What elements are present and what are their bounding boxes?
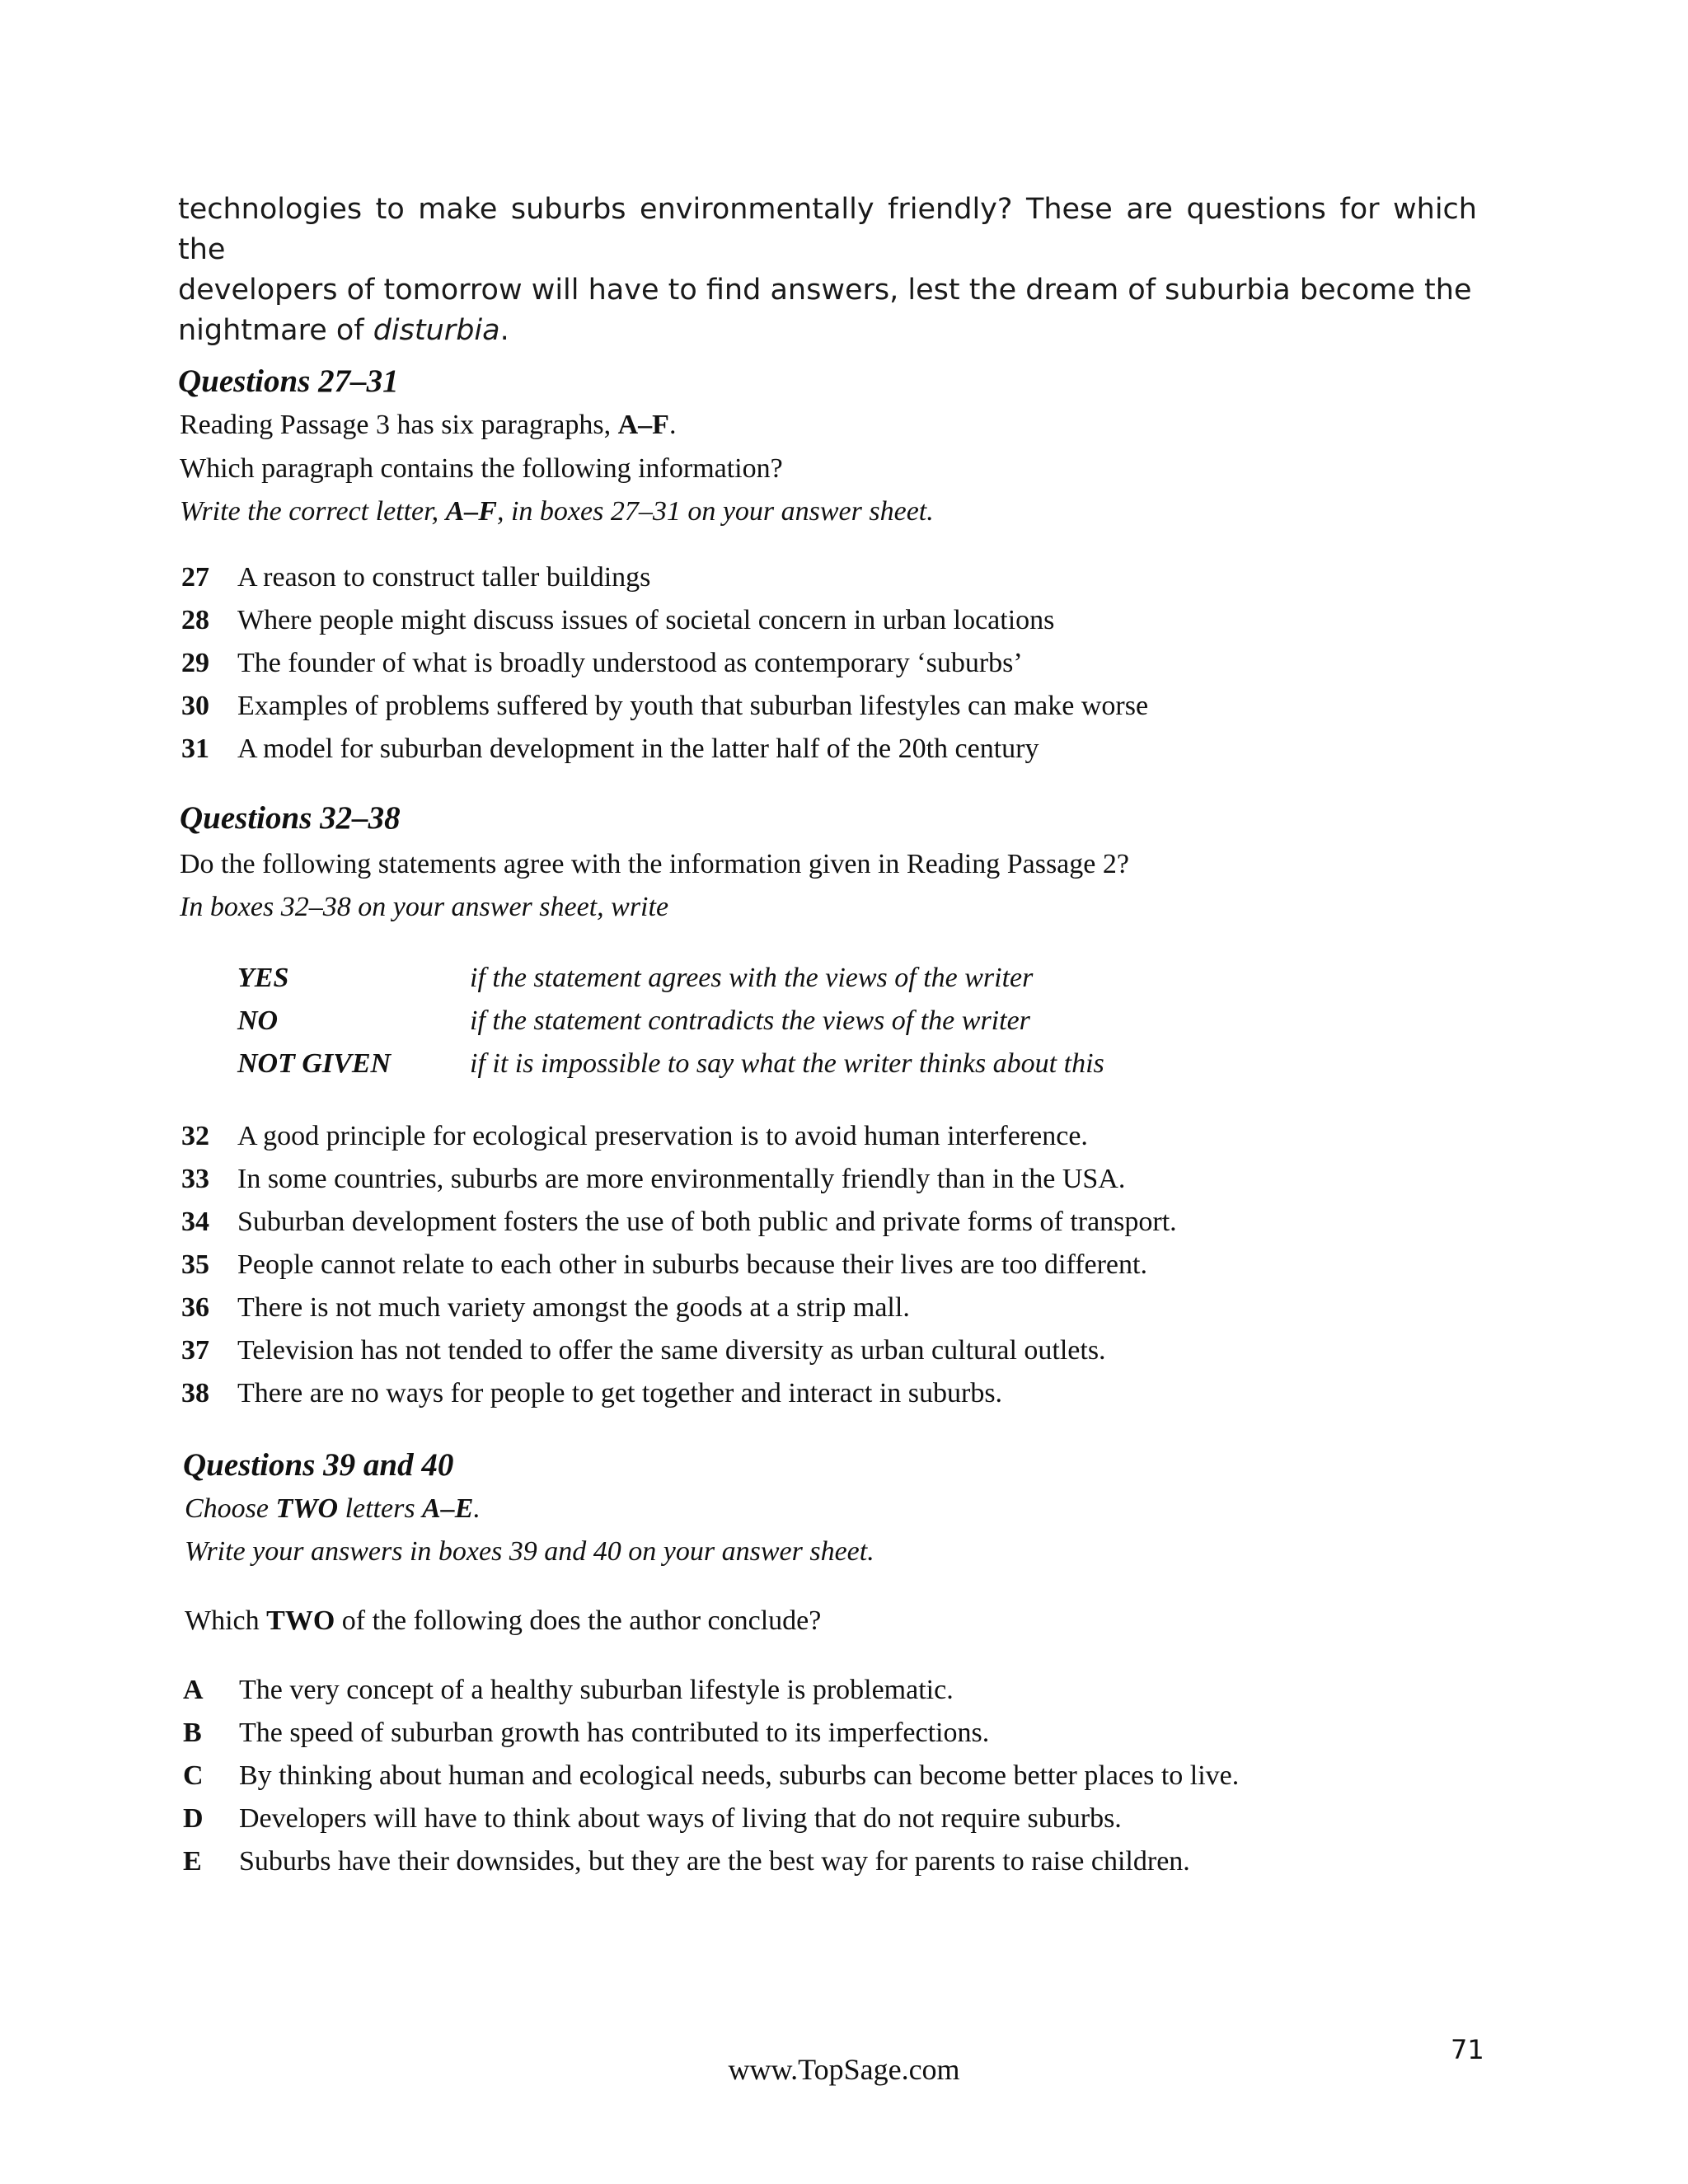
option-text: Suburbs have their downsides, but they are the best way for parents to raise children.	[239, 1846, 1190, 1877]
question-number: 27	[181, 562, 209, 593]
section-27-31-question: Which paragraph contains the following information?	[180, 453, 783, 484]
section-27-31-description	[180, 410, 676, 441]
option-letter: E	[183, 1846, 202, 1877]
question-number: 37	[181, 1335, 209, 1366]
intro-line-3-text: nightmare of	[178, 314, 373, 347]
question-text: There are no ways for people to get together and interact in suburbs.	[237, 1378, 1003, 1408]
option-text: Developers will have to think about ways of living that do not require suburbs.	[239, 1803, 1122, 1834]
section-32-38-instruction: In boxes 32–38 on your answer sheet, write	[180, 892, 669, 922]
question-number: 28	[181, 605, 209, 635]
legend-key: NO	[237, 1005, 279, 1036]
inst-end: , in boxes 27–31 on your answer sheet.	[496, 496, 934, 527]
question-text: In some countries, suburbs are more environmentally friendly than in the USA.	[237, 1164, 1126, 1194]
section-27-31-instruction	[180, 496, 934, 527]
desc-text: Reading Passage 3 has six paragraphs,	[180, 410, 618, 440]
section-title-39-40: Questions 39 and 40	[183, 1447, 454, 1483]
inst-bold: A–F	[445, 496, 497, 527]
intro-line-2: developers of tomorrow will have to find answers, lest the dream of suburbia become the	[178, 274, 1472, 307]
question-prompt-bold: TWO	[266, 1605, 335, 1636]
question-text: A good principle for ecological preservation is to avoid human interference.	[237, 1121, 1088, 1151]
question-text: The founder of what is broadly understood as contemporary ‘suburbs’	[237, 648, 1023, 678]
section-32-38-description: Do the following statements agree with the information given in Reading Passage 2?	[180, 849, 1129, 879]
intro-paragraph	[178, 190, 1477, 351]
footer-url: www.TopSage.com	[728, 2053, 960, 2086]
question-number: 35	[181, 1249, 209, 1280]
intro-emphasis: disturbia	[373, 314, 500, 347]
intro-line-1: technologies to make suburbs environmentally friendly? These are questions for which the	[178, 193, 1477, 266]
question-prompt-text: Which	[185, 1605, 267, 1636]
option-text: The very concept of a healthy suburban lifestyle is problematic.	[239, 1675, 954, 1705]
choose-bold-letters: A–E	[422, 1493, 474, 1524]
question-text: Suburban development fosters the use of both public and private forms of transport.	[237, 1207, 1177, 1237]
option-letter: A	[183, 1675, 204, 1705]
question-number: 29	[181, 648, 209, 678]
question-prompt-end: of the following does the author conclude?	[335, 1605, 822, 1636]
question-text: A reason to construct taller buildings	[237, 562, 651, 593]
legend-description: if the statement contradicts the views of the writer	[470, 1005, 1030, 1036]
legend-key: YES	[237, 963, 289, 993]
question-text: People cannot relate to each other in suburbs because their lives are too different.	[237, 1249, 1147, 1280]
option-text: The speed of suburban growth has contributed to its imperfections.	[239, 1718, 990, 1748]
legend-key: NOT GIVEN	[237, 1048, 392, 1079]
section-39-40-instruction: Write your answers in boxes 39 and 40 on your answer sheet.	[185, 1536, 874, 1567]
question-text: A model for suburban development in the latter half of the 20th century	[237, 733, 1039, 764]
section-39-40-choose	[185, 1493, 481, 1525]
question-number: 33	[181, 1164, 209, 1194]
desc-end: .	[668, 410, 677, 440]
question-text: There is not much variety amongst the goods at a strip mall.	[237, 1292, 910, 1323]
choose-bold: TWO	[275, 1493, 339, 1524]
option-letter: B	[183, 1718, 202, 1748]
legend-description: if the statement agrees with the views of the writer	[470, 963, 1034, 993]
question-text: Examples of problems suffered by youth that suburban lifestyles can make worse	[237, 691, 1149, 721]
desc-bold: A–F	[617, 410, 669, 440]
legend-description: if it is impossible to say what the writer thinks about this	[470, 1048, 1104, 1079]
question-number: 32	[181, 1121, 209, 1151]
option-letter: C	[183, 1760, 204, 1791]
choose-text: Choose	[185, 1493, 276, 1524]
question-number: 34	[181, 1207, 209, 1237]
section-39-40-question	[185, 1605, 821, 1637]
section-title-27-31: Questions 27–31	[178, 363, 399, 399]
inst-text: Write the correct letter,	[180, 496, 446, 527]
choose-mid: letters	[338, 1493, 423, 1524]
intro-line-3	[178, 311, 1477, 351]
option-letter: D	[183, 1803, 204, 1834]
question-number: 36	[181, 1292, 209, 1323]
section-title-32-38: Questions 32–38	[180, 800, 401, 836]
option-text: By thinking about human and ecological needs, suburbs can become better places to live.	[239, 1760, 1240, 1791]
choose-end: .	[473, 1493, 481, 1524]
question-number: 38	[181, 1378, 209, 1408]
question-text: Where people might discuss issues of societal concern in urban locations	[237, 605, 1055, 635]
question-text: Television has not tended to offer the same diversity as urban cultural outlets.	[237, 1335, 1106, 1366]
page-number: 71	[1451, 2034, 1484, 2065]
intro-line-3-end: .	[499, 314, 509, 347]
question-number: 31	[181, 733, 209, 764]
question-number: 30	[181, 691, 209, 721]
